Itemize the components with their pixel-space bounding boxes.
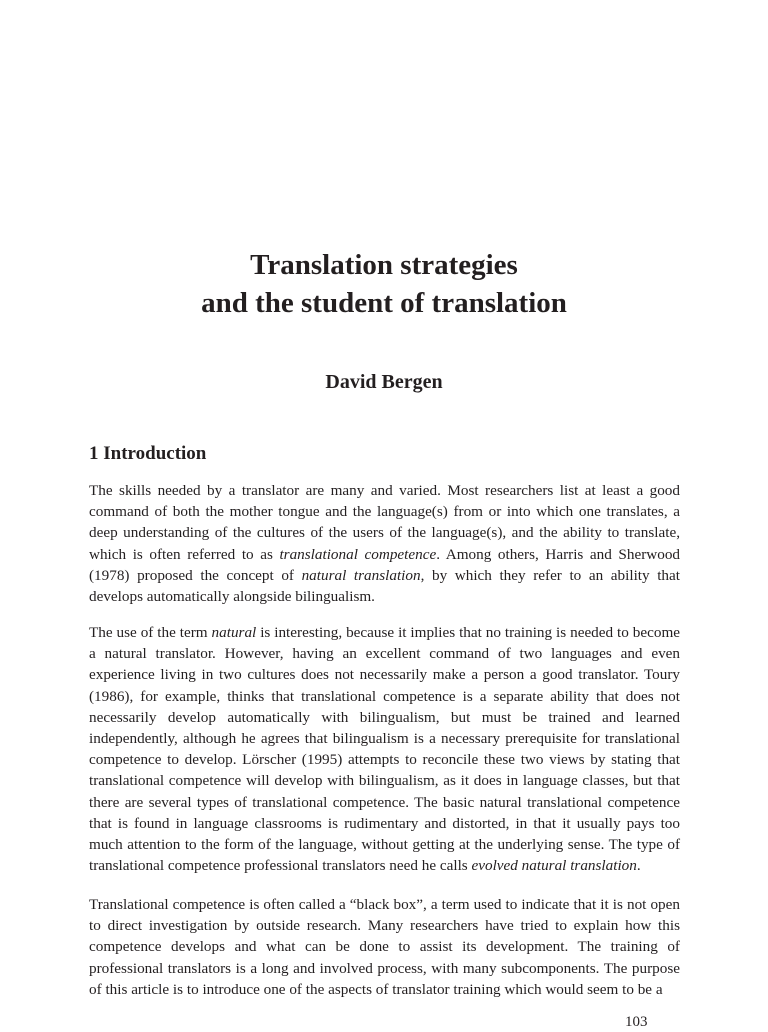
page-number: 103 <box>625 1014 648 1030</box>
article-title <box>0 246 768 322</box>
paragraph-1 <box>89 480 680 607</box>
paragraph-2-italic-2: evolved natural translation <box>471 857 637 875</box>
paragraph-3 <box>89 894 680 1000</box>
paragraph-1-text-3: , by which they refer to an ability that develops automatically alongside bilingualism. <box>89 566 680 606</box>
paragraph-1-text-1: The skills needed by a translator are many and varied. Most researchers list at least a good command of both the mother tongue and the language(s) from or into which one translates, a deep understanding of the cultures of the users of the language(s), and the ability to translate, which is often referred to as <box>89 482 680 563</box>
paragraph-2-text-3: . <box>636 857 641 875</box>
paragraph-2 <box>89 622 680 876</box>
author-name: David Bergen <box>325 371 443 393</box>
paragraph-1-italic-1: translational competence <box>279 545 437 563</box>
paragraph-2-italic-1: natural <box>211 624 257 641</box>
section-heading: 1 Introduction <box>89 443 207 464</box>
paragraph-1-text-2: . Among others, Harris and Sherwood (1978) proposed the concept of <box>89 545 681 584</box>
paragraph-1-italic-2: natural translation <box>301 566 421 584</box>
title-line-2: and the student of translation <box>201 287 567 319</box>
paragraph-2-text-1: The use of the term <box>89 624 212 641</box>
title-line-1: Translation strategies <box>250 249 518 281</box>
paragraph-3-text-1: Translational competence is often called a “black box”, a term used to indicate that it is not open to direct investigation by outside research. Many researchers have tried to explain how this competence develops and what can be done to assist its development. The training of professional translators is a long and involved process, with many subcomponents. The purpose of this article is to introduce one of the aspects of translator training which would seem to be a <box>89 896 680 998</box>
paragraph-2-text-2: is interesting, because it implies that no training is needed to become a natural translator. However, having an excellent command of two languages and even experience living in two cultures does not necessarily make a person a good translator. Toury (1986), for example, thinks that translational competence is a separate ability that does not necessarily develop automatically with bilingualism, but must be trained and learned independently, although he agrees that bilingualism is a necessary prerequisite for translational competence to develop. Lörscher (1995) attempts to reconcile these two views by stating that translational competence will develop with bilingualism, as it does in language classes, but that there are several types of translational competence. The basic natural translational competence that is found in language classrooms is rudimentary and distorted, in that it usually pays too much attention to the form of the language, without getting at the underlying sense. The type of translational competence professional translators need he calls <box>89 624 680 875</box>
